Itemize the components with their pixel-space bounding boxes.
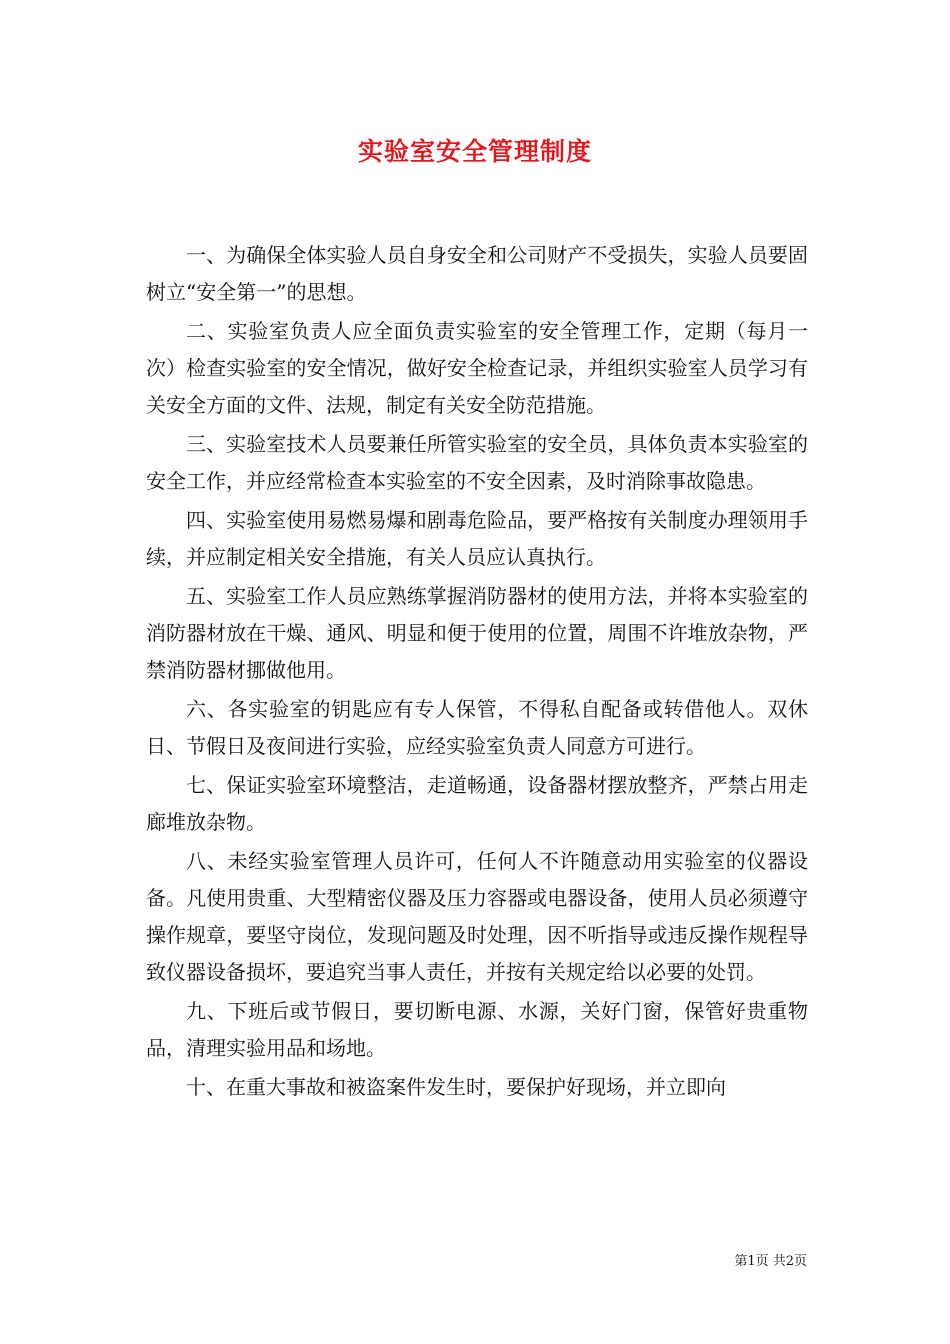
paragraph: 七、保证实验室环境整洁，走道畅通，设备器材摆放整齐，严禁占用走廊堆放杂物。 (146, 773, 808, 834)
paragraph: 五、实验室工作人员应熟练掌握消防器材的使用方法，并将本实验室的消防器材放在干燥、通风、明显和便于使用的位置，周围不许堆放杂物，严禁消防器材挪做他用。 (146, 584, 808, 682)
paragraph: 二、实验室负责人应全面负责实验室的安全管理工作，定期（每月一次）检查实验室的安全情况，做好安全检查记录，并组织实验室人员学习有关安全方面的文件、法规，制定有关安全防范措施。 (146, 319, 808, 417)
paragraph: 三、实验室技术人员要兼任所管实验室的安全员，具体负责本实验室的安全工作，并应经常检查本实验室的不安全因素，及时消除事故隐患。 (146, 432, 808, 493)
paragraph: 四、实验室使用易燃易爆和剧毒危险品，要严格按有关制度办理领用手续，并应制定相关安全措施，有关人员应认真执行。 (146, 508, 808, 569)
paragraph: 十、在重大事故和被盗案件发生时，要保护好现场，并立即向 (186, 1075, 726, 1099)
page-title: 实验室安全管理制度 (357, 137, 592, 166)
paragraph: 一、为确保全体实验人员自身安全和公司财产不受损失，实验人员要固树立“安全第一”的思想。 (146, 243, 808, 304)
paragraph: 六、各实验室的钥匙应有专人保管，不得私自配备或转借他人。双休日、节假日及夜间进行实验，应经实验室负责人同意方可进行。 (146, 697, 808, 758)
page-number: 第1页 共2页 (734, 1254, 807, 1269)
paragraph: 八、未经实验室管理人员许可，任何人不许随意动用实验室的仪器设备。凡使用贵重、大型精密仪器及压力容器或电器设备，使用人员必须遵守操作规章，要坚守岗位，发现问题及时处理，因不听指导或违反操作规程导致仪器设备损坏，要追究当事人责任，并按有关规定给以必要的处罚。 (146, 849, 808, 984)
paragraph: 九、下班后或节假日，要切断电源、水源，关好门窗，保管好贵重物品，清理实验用品和场地。 (146, 999, 808, 1060)
document-body (146, 237, 808, 1108)
